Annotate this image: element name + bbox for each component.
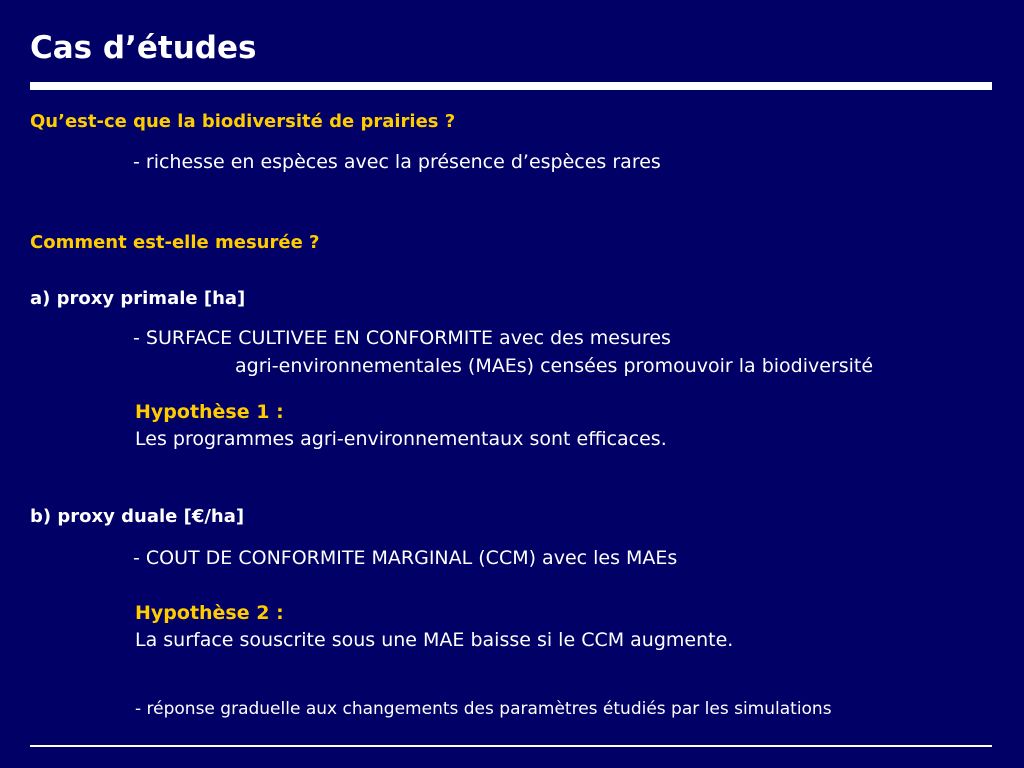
final-note: - réponse graduelle aux changements des paramètres étudiés par les simulations — [135, 699, 832, 719]
hypothesis-1-text: Les programmes agri-environnementaux sont efficaces. — [135, 428, 667, 450]
page-title: Cas d’études — [30, 30, 257, 66]
proxy-dual-heading: b) proxy duale [€/ha] — [30, 506, 245, 527]
hypothesis-2-text: La surface souscrite sous une MAE baisse si le CCM augmente. — [135, 629, 734, 651]
hypothesis-2-label: Hypothèse 2 : — [135, 602, 284, 624]
proxy-dual-line-1: - COUT DE CONFORMITE MARGINAL (CCM) avec les MAEs — [133, 547, 678, 569]
proxy-primal-heading: a) proxy primale [ha] — [30, 288, 246, 309]
question-measurement: Comment est-elle mesurée ? — [30, 232, 320, 253]
proxy-primal-line-2: agri-environnementales (MAEs) censées promouvoir la biodiversité — [235, 355, 874, 377]
answer-species-richness: - richesse en espèces avec la présence d’espèces rares — [133, 151, 661, 173]
question-biodiversity: Qu’est-ce que la biodiversité de prairies ? — [30, 111, 456, 132]
title-divider — [30, 82, 992, 90]
hypothesis-1-label: Hypothèse 1 : — [135, 401, 284, 423]
proxy-primal-line-1: - SURFACE CULTIVEE EN CONFORMITE avec des mesures — [133, 327, 671, 349]
footer-divider — [30, 745, 992, 747]
